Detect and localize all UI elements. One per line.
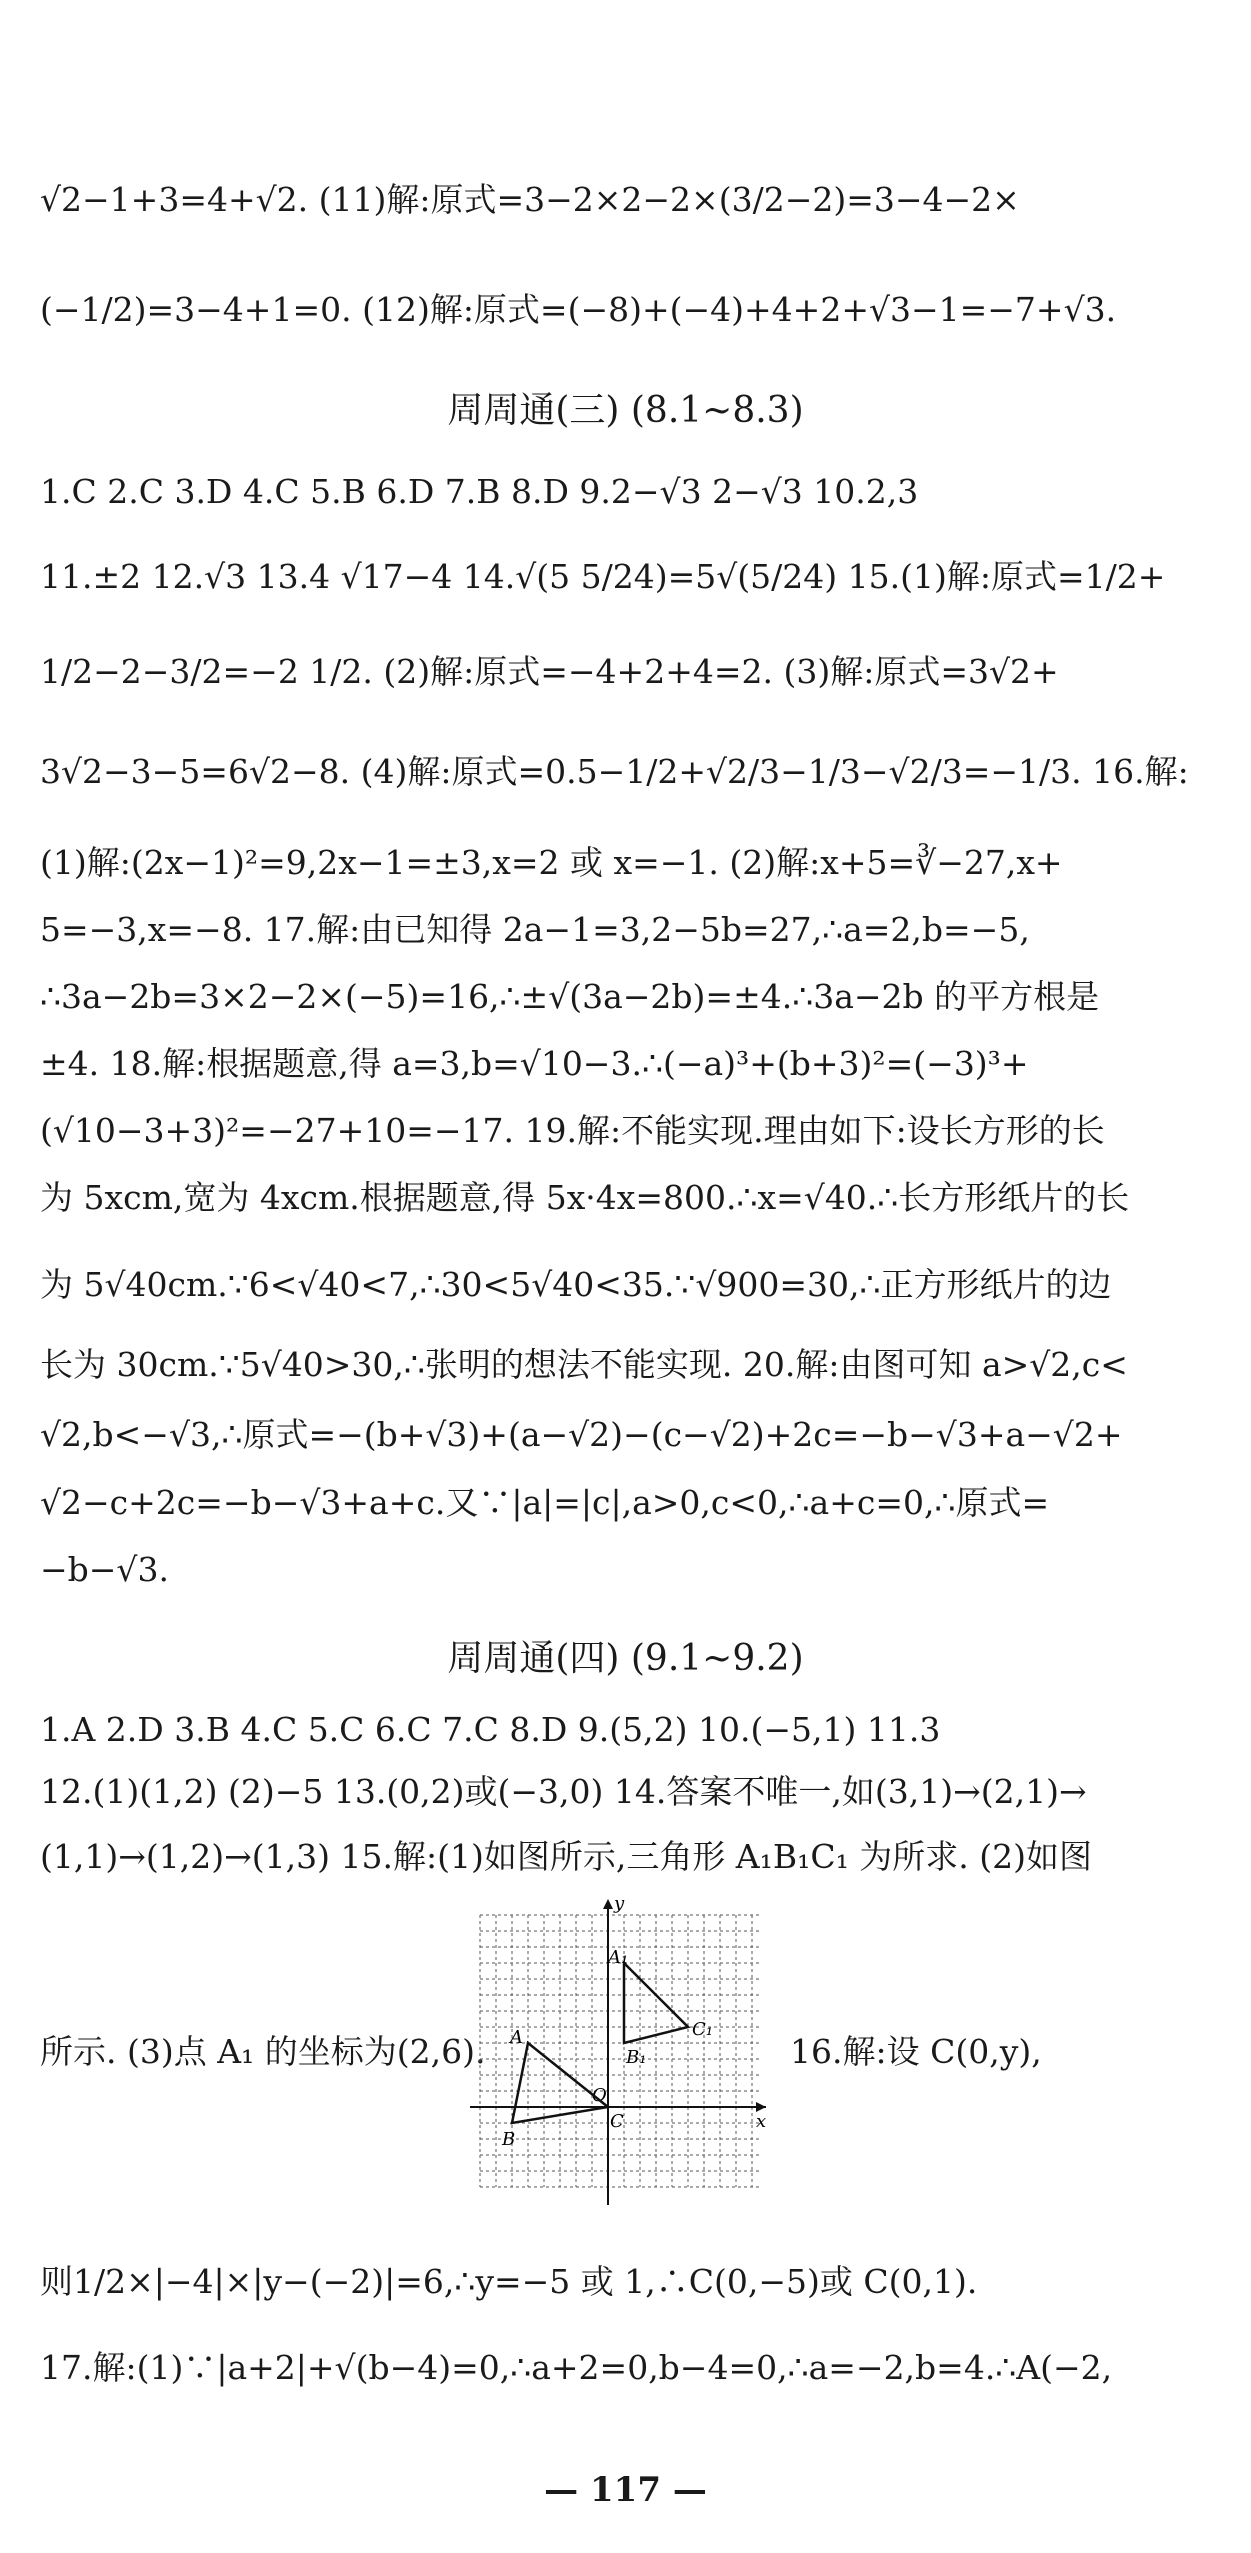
point-label-b1: B₁ bbox=[626, 2047, 647, 2068]
text-line: −b−√3. bbox=[40, 1550, 169, 1589]
text-line: √2,b<−√3,∴原式=−(b+√3)+(a−√2)−(c−√2)+2c=−b−√3+a−√2+ bbox=[40, 1415, 1123, 1454]
text-line: 3√2−3−5=6√2−8. (4)解:原式=0.5−1/2+√2/3−1/3−√2/3=−1/3. 16.解: bbox=[40, 752, 1189, 791]
point-label-a: A bbox=[510, 2027, 523, 2048]
text-line: √2−1+3=4+√2. (11)解:原式=3−2×2−2×(3/2−2)=3−4−2× bbox=[40, 180, 1020, 219]
text-line: ±4. 18.解:根据题意,得 a=3,b=√10−3.∴(−a)³+(b+3)²=(−3)³+ bbox=[40, 1044, 1029, 1083]
axis-label-x: x bbox=[756, 2111, 767, 2132]
text-line: 17.解:(1)∵|a+2|+√(b−4)=0,∴a+2=0,b−4=0,∴a=−2,b=4.∴A(−2, bbox=[40, 2348, 1113, 2387]
text-line: 11.±2 12.√3 13.4 √17−4 14.√(5 5/24)=5√(5/24) 15.(1)解:原式=1/2+ bbox=[40, 557, 1166, 596]
section-heading: 周周通(三) (8.1~8.3) bbox=[447, 390, 804, 431]
text-line: √2−c+2c=−b−√3+a+c.又∵|a|=|c|,a>0,c<0,∴a+c=0,∴原式= bbox=[40, 1483, 1050, 1522]
text-line: (1)解:(2x−1)²=9,2x−1=±3,x=2 或 x=−1. (2)解:x+5=∛−27,x+ bbox=[40, 843, 1063, 882]
text-line: 5=−3,x=−8. 17.解:由已知得 2a−1=3,2−5b=27,∴a=2,b=−5, bbox=[40, 910, 1030, 949]
text-line: 长为 30cm.∵5√40>30,∴张明的想法不能实现. 20.解:由图可知 a>√2,c< bbox=[40, 1345, 1128, 1384]
text-line: 所示. (3)点 A₁ 的坐标为(2,6). bbox=[40, 2032, 486, 2071]
text-line: 12.(1)(1,2) (2)−5 13.(0,2)或(−3,0) 14.答案不唯一,如(3,1)→(2,1)→ bbox=[40, 1772, 1087, 1811]
text-line: (√10−3+3)²=−27+10=−17. 19.解:不能实现.理由如下:设长方形的长 bbox=[40, 1111, 1105, 1150]
axis-label-y: y bbox=[614, 1895, 625, 1914]
arrow-y-icon bbox=[603, 1899, 613, 1909]
text-line: ∴3a−2b=3×2−2×(−5)=16,∴±√(3a−2b)=±4.∴3a−2b 的平方根是 bbox=[40, 977, 1100, 1016]
text-line: (−1/2)=3−4+1=0. (12)解:原式=(−8)+(−4)+4+2+√3−1=−7+√3. bbox=[40, 290, 1117, 329]
coordinate-figure bbox=[470, 1895, 770, 2215]
text-line: 1.C 2.C 3.D 4.C 5.B 6.D 7.B 8.D 9.2−√3 2−√3 10.2,3 bbox=[40, 472, 919, 511]
text-line: (1,1)→(1,2)→(1,3) 15.解:(1)如图所示,三角形 A₁B₁C₁ 为所求. (2)如图 bbox=[40, 1837, 1093, 1876]
point-label-c: C bbox=[610, 2111, 624, 2132]
text-line: 为 5xcm,宽为 4xcm.根据题意,得 5x·4x=800.∴x=√40.∴长方形纸片的长 bbox=[40, 1178, 1130, 1217]
point-label-a1: A₁ bbox=[608, 1947, 629, 1968]
text-line: 1/2−2−3/2=−2 1/2. (2)解:原式=−4+2+4=2. (3)解:原式=3√2+ bbox=[40, 652, 1059, 691]
page-number: — 117 — bbox=[544, 2470, 707, 2510]
section-heading: 周周通(四) (9.1~9.2) bbox=[447, 1638, 804, 1679]
origin-label: O bbox=[592, 2085, 607, 2106]
text-line: 16.解:设 C(0,y), bbox=[790, 2032, 1042, 2071]
point-label-c1: C₁ bbox=[692, 2019, 713, 2040]
text-line: 则1/2×|−4|×|y−(−2)|=6,∴y=−5 或 1,∴C(0,−5)或 C(0,1). bbox=[40, 2262, 978, 2301]
text-line: 为 5√40cm.∵6<√40<7,∴30<5√40<35.∵√900=30,∴正方形纸片的边 bbox=[40, 1265, 1112, 1304]
point-label-b: B bbox=[502, 2129, 516, 2150]
text-line: 1.A 2.D 3.B 4.C 5.C 6.C 7.C 8.D 9.(5,2) 10.(−5,1) 11.3 bbox=[40, 1710, 941, 1749]
